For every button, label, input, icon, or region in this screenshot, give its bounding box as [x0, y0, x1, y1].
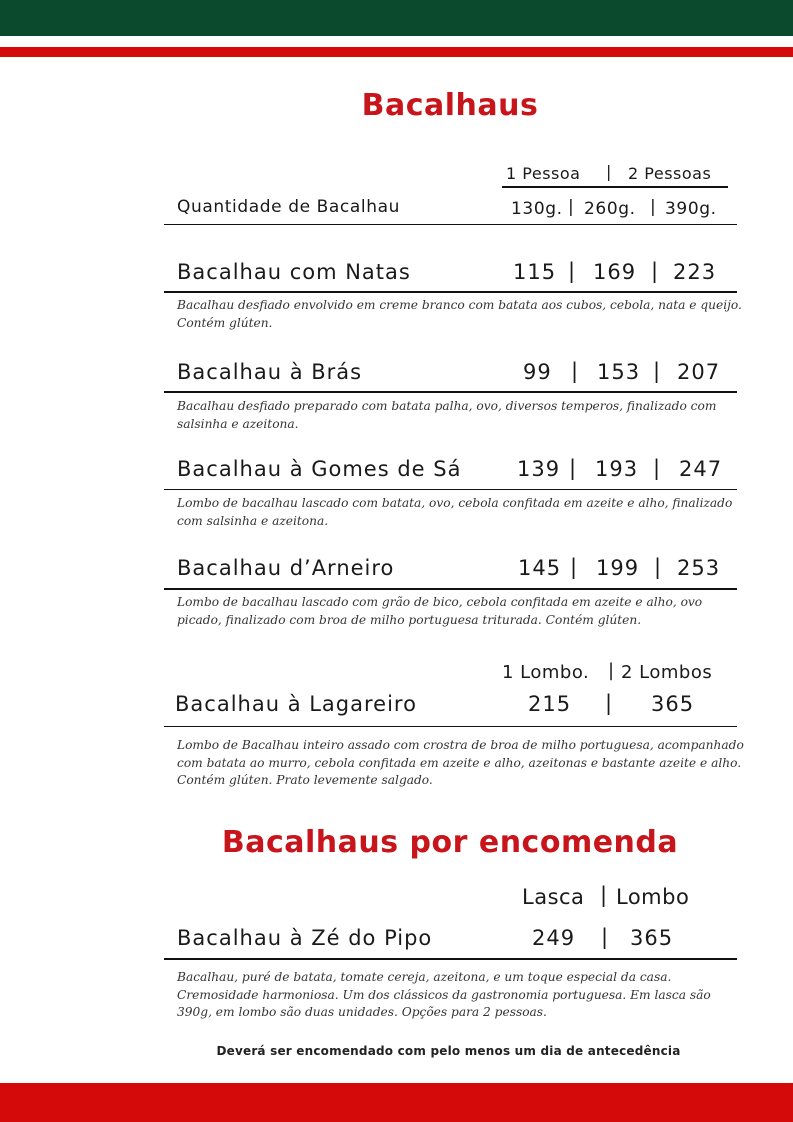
dish-name: Bacalhau à Brás [177, 360, 363, 384]
header-two-loins: 2 Lombos [621, 662, 713, 683]
dish-divider [164, 958, 737, 960]
dish-price-3: 247 [679, 457, 723, 481]
dish-price-2: 153 [597, 360, 641, 384]
dish-description: Lombo de Bacalhau inteiro assado com crostra de broa de milho portuguesa, acompanhado com batata ao murro, cebola confitada em azeite e alho, azeitonas e bastante azeite e alho. Contém glúten. Prato levemente salgado. [177, 738, 744, 787]
quantity-260: 260g. [584, 199, 636, 219]
price-separator: | [654, 555, 662, 579]
dish-description: Lombo de bacalhau lascado com batata, ovo, cebola confitada em azeite e alho, finalizado com salsinha e azeitona. [177, 496, 733, 528]
dish-price-2: 199 [596, 556, 640, 580]
quantity-390: 390g. [665, 199, 717, 219]
header-separator: | [608, 660, 615, 681]
price-separator: | [653, 456, 661, 480]
dish-price-3: 223 [673, 260, 717, 284]
price-separator: | [570, 555, 578, 579]
dish-description: Bacalhau desfiado preparado com batata palha, ovo, diversos temperos, finalizado com salsinha e azeitona. [177, 399, 717, 431]
dish-price-2: 365 [651, 692, 695, 716]
dish-price-2: 193 [595, 457, 639, 481]
dish-price-1: 99 [523, 360, 552, 384]
price-separator: | [653, 359, 661, 383]
quantity-sep-2: | [650, 197, 657, 217]
header-lombo: Lombo [616, 885, 690, 909]
dish-name: Bacalhau à Lagareiro [175, 692, 417, 716]
quantity-divider [164, 224, 737, 225]
dish-price-1: 215 [528, 692, 572, 716]
order-footnote: Deverá ser encomendado com pelo menos um dia de antecedência [216, 1044, 681, 1058]
price-separator: | [571, 359, 579, 383]
header-one-person: 1 Pessoa [506, 164, 581, 183]
price-separator: | [601, 925, 609, 949]
section-title-bacalhaus: Bacalhaus [361, 88, 539, 123]
dish-divider [164, 391, 737, 393]
dish-description: Bacalhau desfiado envolvido em creme branco com batata aos cubos, cebola, nata e queijo. Contém glúten. [177, 298, 742, 330]
dish-divider [164, 291, 737, 293]
dish-price-2: 169 [593, 260, 637, 284]
dish-divider [164, 489, 737, 490]
dish-name: Bacalhau à Zé do Pipo [177, 926, 433, 950]
dish-name: Bacalhau com Natas [177, 260, 411, 284]
header-two-persons: 2 Pessoas [628, 164, 712, 183]
dish-price-3: 207 [677, 360, 721, 384]
dish-price-2: 365 [630, 926, 674, 950]
header-lasca: Lasca [522, 885, 585, 909]
price-separator: | [605, 691, 613, 715]
dish-description: Lombo de bacalhau lascado com grão de bico, cebola confitada em azeite e alho, ovo picado, finalizado com broa de milho portuguesa triturada. Contém glúten. [177, 595, 703, 627]
header-separator: | [606, 162, 612, 181]
dish-divider [164, 588, 737, 590]
bottom-red-stripe [0, 1083, 793, 1122]
dish-name: Bacalhau à Gomes de Sá [177, 457, 462, 481]
top-red-stripe [0, 47, 793, 57]
dish-name: Bacalhau d’Arneiro [177, 556, 395, 580]
header-separator: | [600, 883, 608, 907]
quantity-label: Quantidade de Bacalhau [177, 197, 400, 217]
dish-price-1: 139 [517, 457, 561, 481]
price-separator: | [651, 259, 659, 283]
quantity-130: 130g. [511, 199, 563, 219]
dish-price-3: 253 [677, 556, 721, 580]
dish-price-1: 115 [513, 260, 557, 284]
dish-price-1: 249 [532, 926, 576, 950]
header-one-loin: 1 Lombo. [502, 662, 590, 683]
price-separator: | [569, 456, 577, 480]
dish-description: Bacalhau, puré de batata, tomate cereja, azeitona, e um toque especial da casa. Cremosidade harmoniosa. Um dos clássicos da gastronomia portuguesa. Em lasca são 390g, em lombo são duas unidades. Opções para 2 pessoas. [177, 970, 711, 1019]
dish-divider [164, 726, 737, 727]
top-green-stripe [0, 0, 793, 36]
section-title-encomenda: Bacalhaus por encomenda [221, 825, 679, 860]
dish-price-1: 145 [518, 556, 562, 580]
header-underline [502, 186, 728, 188]
quantity-sep-1: | [568, 197, 575, 217]
price-separator: | [568, 259, 576, 283]
